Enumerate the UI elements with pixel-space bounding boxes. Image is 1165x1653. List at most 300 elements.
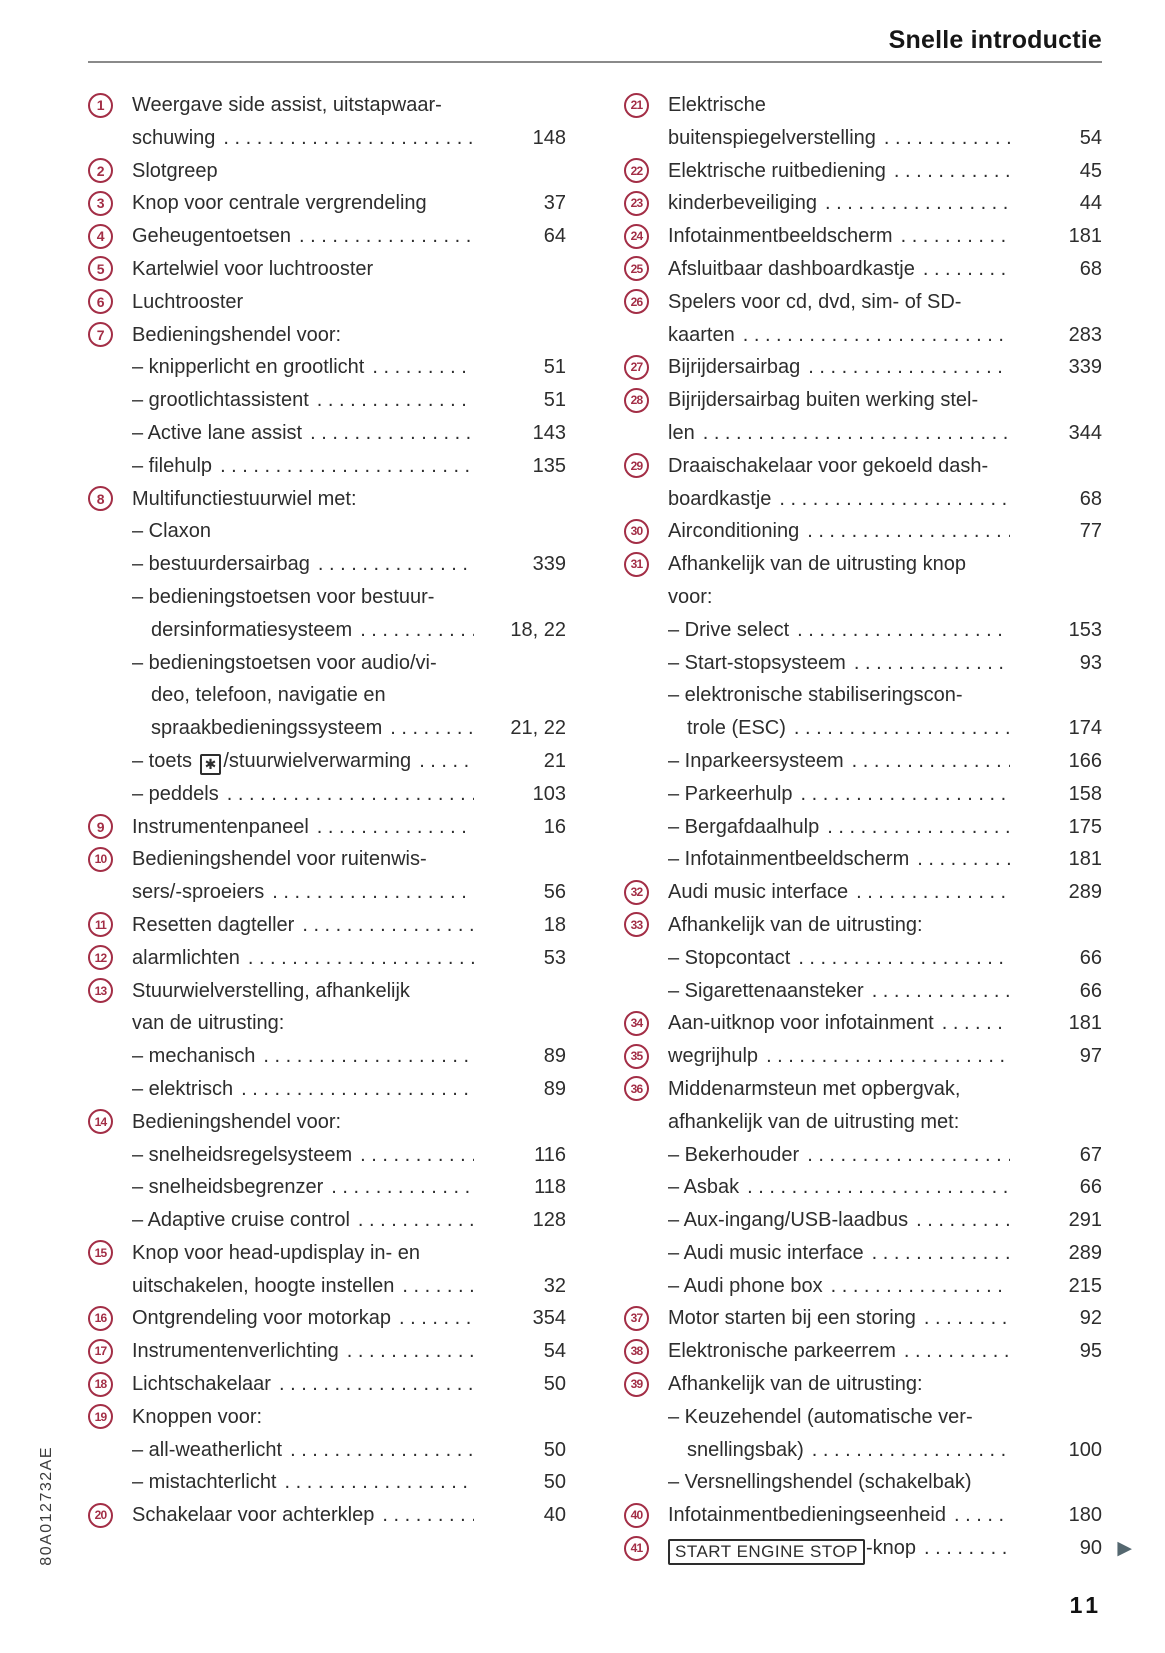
dot-leader xyxy=(934,1007,1010,1040)
dot-leader xyxy=(799,515,1010,548)
entry-number-gutter xyxy=(88,647,132,680)
dot-leader xyxy=(786,712,1010,745)
page-ref: 100 xyxy=(1068,1438,1102,1461)
circled-number: 22 xyxy=(624,158,649,183)
page-ref: 148 xyxy=(532,126,566,149)
page-ref: 103 xyxy=(532,782,566,805)
entry-number-gutter xyxy=(624,942,668,975)
toc-entry-line xyxy=(624,778,1102,811)
entry-label: Bijrijdersairbag buiten werking stel- xyxy=(668,389,979,412)
dot-leader xyxy=(893,220,1010,253)
entry-label: dersinformatiesysteem xyxy=(151,618,353,641)
entry-number-gutter xyxy=(624,122,668,155)
entry-label: kinderbeveiliging xyxy=(668,192,817,215)
dot-leader xyxy=(264,876,474,909)
entry-number-gutter xyxy=(88,548,132,581)
entry-label: – Audi phone box xyxy=(668,1274,823,1297)
entry-number-gutter xyxy=(624,1270,668,1303)
toc-entry-line xyxy=(88,1040,566,1073)
entry-label: boardkastje xyxy=(668,487,772,510)
entry-label: – filehulp xyxy=(132,454,213,477)
entry-label: len xyxy=(668,421,695,444)
entry-label: – Inparkeersysteem xyxy=(668,749,844,772)
page-ref: 50 xyxy=(543,1438,566,1461)
dot-leader xyxy=(255,1040,474,1073)
page-ref: 95 xyxy=(1079,1340,1102,1363)
toc-entry-line xyxy=(624,1401,1102,1434)
circled-number: 21 xyxy=(624,93,649,118)
entry-label: Motor starten bij een storing xyxy=(668,1307,916,1330)
dot-leader xyxy=(352,1139,474,1172)
entry-label: Infotainmentbeeldscherm xyxy=(668,225,893,248)
entry-label: – Parkeerhulp xyxy=(668,782,793,805)
toc-entry xyxy=(624,909,1102,942)
page-ref: 143 xyxy=(532,421,566,444)
entry-number-gutter xyxy=(624,187,668,220)
dot-leader xyxy=(309,811,474,844)
toc-entry-line xyxy=(88,548,566,581)
page-ref: 174 xyxy=(1068,717,1102,740)
toc-entry xyxy=(88,1237,566,1270)
toc-entry-line xyxy=(88,384,566,417)
entry-label: – Infotainmentbeeldscherm xyxy=(668,848,910,871)
entry-label: – bestuurdersairbag xyxy=(132,553,310,576)
toc-entry-line xyxy=(88,778,566,811)
entry-number-gutter xyxy=(624,1040,668,1073)
toc-entry-line xyxy=(624,319,1102,352)
entry-number-gutter xyxy=(88,811,132,844)
toc-entry xyxy=(88,843,566,876)
toc-entry-line xyxy=(624,1139,1102,1172)
circled-number: 14 xyxy=(88,1109,113,1134)
entry-number-gutter xyxy=(88,417,132,450)
circled-number: 1 xyxy=(88,93,113,118)
entry-number-gutter xyxy=(88,909,132,942)
toc-entry-line xyxy=(624,1106,1102,1139)
page-ref: 50 xyxy=(543,1471,566,1494)
entry-label: – elektrisch xyxy=(132,1077,234,1100)
entry-number-gutter xyxy=(624,778,668,811)
entry-number-gutter xyxy=(624,581,668,614)
entry-label: Lichtschakelaar xyxy=(132,1373,271,1396)
dot-leader xyxy=(886,155,1010,188)
circled-number: 6 xyxy=(88,289,113,314)
entry-label: Weergave side assist, uitstapwaar- xyxy=(132,94,442,116)
dot-leader xyxy=(302,417,474,450)
entry-number-gutter xyxy=(624,1302,668,1335)
dot-leader xyxy=(864,975,1010,1008)
toc-entry xyxy=(624,155,1102,188)
page-ref: 64 xyxy=(543,225,566,248)
page-ref: 128 xyxy=(532,1209,566,1232)
page-ref: 339 xyxy=(1068,356,1102,379)
entry-label: Bedieningshendel voor: xyxy=(132,1110,342,1133)
entry-number-gutter xyxy=(624,745,668,778)
page-ref: 53 xyxy=(543,946,566,969)
circled-number: 24 xyxy=(624,224,649,249)
toc-entry xyxy=(88,253,566,286)
entry-label: Instrumentenverlichting xyxy=(132,1340,339,1363)
entry-number-gutter xyxy=(88,843,132,876)
toc-entry-line xyxy=(88,614,566,647)
entry-label: Infotainmentbedieningseenheid xyxy=(668,1504,946,1527)
circled-number: 27 xyxy=(624,355,649,380)
dot-leader xyxy=(800,351,1010,384)
toc-entry-line xyxy=(624,1237,1102,1270)
toc-entry xyxy=(88,1499,566,1532)
entry-label: – Audi music interface xyxy=(668,1241,864,1264)
toc-column-left xyxy=(88,89,566,1565)
dot-leader xyxy=(339,1335,474,1368)
entry-number-gutter xyxy=(624,286,668,319)
toc-entry-line xyxy=(88,515,566,548)
toc-entry xyxy=(624,1335,1102,1368)
toc-entry-line xyxy=(624,581,1102,614)
toc-entry-line xyxy=(88,1007,566,1040)
entry-label: – Claxon xyxy=(132,520,211,543)
toc-entry-line xyxy=(624,811,1102,844)
page-ref: 97 xyxy=(1079,1045,1102,1068)
dot-leader xyxy=(695,417,1010,450)
entry-number-gutter xyxy=(88,1007,132,1040)
circled-number: 25 xyxy=(624,256,649,281)
entry-label: Bijrijdersairbag xyxy=(668,356,801,379)
circled-number: 23 xyxy=(624,191,649,216)
toc-entry-line xyxy=(88,647,566,680)
entry-label: Afhankelijk van de uitrusting: xyxy=(668,1373,923,1396)
toc-entry-line xyxy=(624,1204,1102,1237)
entry-label: – all-weatherlicht xyxy=(132,1438,283,1461)
entry-label: Multifunctiestuurwiel met: xyxy=(132,487,357,510)
page-ref: 289 xyxy=(1068,1241,1102,1264)
circled-number: 2 xyxy=(88,158,113,183)
entry-number-gutter xyxy=(88,1466,132,1499)
entry-label: – Active lane assist xyxy=(132,421,303,444)
page-ref: 92 xyxy=(1079,1307,1102,1330)
dot-leader xyxy=(282,1434,474,1467)
entry-number-gutter xyxy=(624,614,668,647)
entry-number-gutter xyxy=(624,712,668,745)
toc-entry-line xyxy=(624,483,1102,516)
circled-number: 29 xyxy=(624,453,649,478)
entry-number-gutter xyxy=(88,155,132,188)
dot-leader xyxy=(374,1499,474,1532)
entry-number-gutter xyxy=(624,975,668,1008)
entry-label: Airconditioning xyxy=(668,520,800,543)
entry-label: Stuurwielverstelling, afhankelijk xyxy=(132,979,410,1002)
toc-entry-line xyxy=(624,614,1102,647)
continuation-arrow-icon: ▶ xyxy=(1117,1538,1132,1560)
toc-entry xyxy=(88,89,566,122)
toc-entry xyxy=(88,220,566,253)
entry-number-gutter xyxy=(624,155,668,188)
entry-number-gutter xyxy=(88,89,132,122)
circled-number: 7 xyxy=(88,322,113,347)
dot-leader xyxy=(739,1171,1010,1204)
dot-leader xyxy=(817,187,1010,220)
entry-number-gutter xyxy=(88,1434,132,1467)
toc-entry xyxy=(624,1368,1102,1401)
entry-number-gutter xyxy=(88,286,132,319)
entry-number-gutter xyxy=(88,1204,132,1237)
entry-label: Bedieningshendel voor: xyxy=(132,323,342,346)
entry-label: Afsluitbaar dashboardkastje xyxy=(668,257,915,280)
toc-entry-line xyxy=(624,122,1102,155)
entry-label: – Drive select xyxy=(668,618,790,641)
entry-number-gutter xyxy=(88,1139,132,1172)
entry-number-gutter xyxy=(88,1270,132,1303)
entry-label: Schakelaar voor achterklep xyxy=(132,1504,375,1527)
entry-label: spraakbedieningssysteem xyxy=(151,717,383,740)
page-ref: 51 xyxy=(543,389,566,412)
entry-label: – Keuzehendel (automatische ver- xyxy=(668,1405,973,1428)
entry-number-gutter xyxy=(88,515,132,548)
page-number: 11 xyxy=(1069,1592,1102,1618)
toc-entry-line xyxy=(624,843,1102,876)
page-ref: 45 xyxy=(1079,159,1102,182)
page-ref: 283 xyxy=(1068,323,1102,346)
entry-number-gutter xyxy=(88,384,132,417)
circled-number: 10 xyxy=(88,847,113,872)
page-ref: 21 xyxy=(543,749,566,772)
entry-number-gutter xyxy=(88,253,132,286)
entry-label: – bedieningstoetsen voor bestuur- xyxy=(132,585,435,608)
page-ref: 66 xyxy=(1079,946,1102,969)
entry-number-gutter xyxy=(624,319,668,352)
dot-leader xyxy=(277,1466,475,1499)
toc-entry-line xyxy=(88,745,566,778)
toc-entry-line xyxy=(88,417,566,450)
entry-number-gutter xyxy=(88,614,132,647)
page-ref: 54 xyxy=(543,1340,566,1363)
entry-number-gutter xyxy=(624,483,668,516)
entry-label: Elektrische ruitbediening xyxy=(668,159,886,182)
entry-label: – Aux-ingang/USB-laadbus xyxy=(668,1209,909,1232)
toc-column-right xyxy=(624,89,1132,1565)
page-ref: 175 xyxy=(1068,815,1102,838)
page-ref: 291 xyxy=(1068,1209,1102,1232)
entry-label: buitenspiegelverstelling xyxy=(668,126,876,149)
entry-number-gutter xyxy=(88,745,132,778)
dot-leader xyxy=(916,1532,1010,1565)
toc-entry xyxy=(624,253,1102,286)
entry-label: Afhankelijk van de uitrusting knop xyxy=(668,553,966,576)
entry-label: alarmlichten xyxy=(132,946,240,969)
entry-label: Slotgreep xyxy=(132,159,218,182)
toc-entry xyxy=(88,1401,566,1434)
entry-label: van de uitrusting: xyxy=(132,1012,285,1035)
entry-label: – Sigarettenaansteker xyxy=(668,979,864,1002)
entry-label: – mechanisch xyxy=(132,1045,256,1068)
toc-entry xyxy=(88,286,566,319)
entry-label: trole (ESC) xyxy=(687,717,786,740)
toc-entry xyxy=(624,1499,1102,1532)
dot-leader xyxy=(758,1040,1010,1073)
dot-leader xyxy=(294,909,474,942)
page-ref: 153 xyxy=(1068,618,1102,641)
entry-label: – peddels xyxy=(132,782,219,805)
page-ref: 51 xyxy=(543,356,566,379)
entry-number-gutter xyxy=(624,1237,668,1270)
page-ref: 118 xyxy=(534,1176,566,1199)
entry-label: Middenarmsteun met opbergvak, xyxy=(668,1077,961,1100)
page-ref: 116 xyxy=(534,1143,566,1166)
toc-entry-line xyxy=(88,1073,566,1106)
dot-leader xyxy=(909,843,1010,876)
entry-label: deo, telefoon, navigatie en xyxy=(151,684,386,707)
toc-entry xyxy=(624,1007,1102,1040)
entry-number-gutter xyxy=(624,811,668,844)
dot-leader xyxy=(846,647,1010,680)
dot-leader xyxy=(212,450,474,483)
entry-label: – Bekerhouder xyxy=(668,1143,800,1166)
dot-leader xyxy=(848,876,1010,909)
entry-number-gutter xyxy=(88,122,132,155)
page-ref: 344 xyxy=(1068,421,1102,444)
dot-leader xyxy=(310,548,474,581)
circled-number: 18 xyxy=(88,1372,113,1397)
circled-number: 37 xyxy=(624,1306,649,1331)
toc-entry xyxy=(624,1040,1102,1073)
dot-leader xyxy=(364,351,474,384)
page-ref: 93 xyxy=(1079,651,1102,674)
toc-entry xyxy=(88,909,566,942)
page-ref: 181 xyxy=(1068,1012,1102,1035)
entry-number-gutter xyxy=(88,712,132,745)
dot-leader xyxy=(735,319,1010,352)
entry-label: – bedieningstoetsen voor audio/vi- xyxy=(132,651,437,674)
entry-number-gutter xyxy=(88,187,132,220)
entry-label: Resetten dagteller xyxy=(132,913,295,936)
entry-label: – Asbak xyxy=(668,1176,740,1199)
toc-entry xyxy=(624,1073,1102,1106)
page-ref: 44 xyxy=(1079,192,1102,215)
entry-label: Knoppen voor: xyxy=(132,1405,263,1428)
toc-entry-line xyxy=(624,712,1102,745)
entry-number-gutter xyxy=(88,1073,132,1106)
page-ref: 181 xyxy=(1068,848,1102,871)
toc-entry-line xyxy=(88,712,566,745)
entry-number-gutter xyxy=(624,1139,668,1172)
circled-number: 39 xyxy=(624,1372,649,1397)
toc-entry-line xyxy=(88,876,566,909)
entry-number-gutter xyxy=(624,1073,668,1106)
toc-entry-line xyxy=(624,1270,1102,1303)
dot-leader xyxy=(240,942,474,975)
toc-entry xyxy=(624,89,1102,122)
circled-number: 12 xyxy=(88,945,113,970)
entry-label: Afhankelijk van de uitrusting: xyxy=(668,913,923,936)
entry-number-gutter xyxy=(624,548,668,581)
entry-number-gutter xyxy=(88,581,132,614)
page-ref: 181 xyxy=(1068,225,1102,248)
circled-number: 33 xyxy=(624,912,649,937)
entry-label: – Start-stopsysteem xyxy=(668,651,846,674)
header-rule xyxy=(88,61,1102,63)
dot-leader xyxy=(323,1171,474,1204)
entry-label: voor: xyxy=(668,585,713,608)
entry-label: – snelheidsregelsysteem xyxy=(132,1143,353,1166)
dot-leader xyxy=(876,122,1010,155)
entry-number-gutter xyxy=(624,1335,668,1368)
toc-entry xyxy=(88,811,566,844)
page-ref: 66 xyxy=(1079,1176,1102,1199)
toc-entry-line xyxy=(88,1270,566,1303)
toc-entry-line xyxy=(624,647,1102,680)
entry-number-gutter xyxy=(88,1171,132,1204)
entry-number-gutter xyxy=(624,1532,668,1565)
page-ref: 166 xyxy=(1068,749,1102,772)
entry-label: – mistachterlicht xyxy=(132,1471,277,1494)
entry-label: Audi music interface xyxy=(668,881,849,904)
circled-number: 19 xyxy=(88,1404,113,1429)
entry-label: kaarten xyxy=(668,323,735,346)
entry-label: Ontgrendeling voor motorkap xyxy=(132,1307,392,1330)
page-ref: 68 xyxy=(1079,487,1102,510)
circled-number: 30 xyxy=(624,519,649,544)
page-ref: 37 xyxy=(543,192,566,215)
toc-entry xyxy=(88,1335,566,1368)
circled-number: 40 xyxy=(624,1503,649,1528)
entry-number-gutter xyxy=(624,1434,668,1467)
entry-number-gutter xyxy=(88,778,132,811)
page-ref: 56 xyxy=(543,881,566,904)
toc-entry xyxy=(624,384,1102,417)
entry-number-gutter xyxy=(88,483,132,516)
toc-entry xyxy=(624,876,1102,909)
entry-number-gutter xyxy=(624,1007,668,1040)
toc-entry xyxy=(624,286,1102,319)
toc-entry xyxy=(624,450,1102,483)
entry-label: sers/-sproeiers xyxy=(132,881,265,904)
dot-leader xyxy=(215,122,474,155)
entry-number-gutter xyxy=(624,1368,668,1401)
start-engine-stop-key: START ENGINE STOP xyxy=(668,1539,865,1565)
entry-number-gutter xyxy=(88,1302,132,1335)
circled-number: 17 xyxy=(88,1339,113,1364)
dot-leader xyxy=(823,1270,1010,1303)
dot-leader xyxy=(233,1073,474,1106)
toc-entry-line xyxy=(624,417,1102,450)
circled-number: 35 xyxy=(624,1044,649,1069)
circled-number: 8 xyxy=(88,486,113,511)
circled-number: 20 xyxy=(88,1503,113,1528)
toc-entry-line xyxy=(88,122,566,155)
dot-leader xyxy=(382,712,474,745)
toc-entry xyxy=(624,1302,1102,1335)
entry-number-gutter xyxy=(88,679,132,712)
entry-number-gutter xyxy=(88,1106,132,1139)
toc-entry-line xyxy=(88,1139,566,1172)
toc-columns xyxy=(88,89,1132,1565)
circled-number: 34 xyxy=(624,1011,649,1036)
dot-leader xyxy=(804,1434,1010,1467)
page-ref: 40 xyxy=(543,1504,566,1527)
dot-leader xyxy=(908,1204,1010,1237)
toc-entry xyxy=(88,1368,566,1401)
page-ref: 180 xyxy=(1068,1504,1102,1527)
entry-number-gutter xyxy=(624,253,668,286)
entry-label: Spelers voor cd, dvd, sim- of SD- xyxy=(668,290,962,313)
heat-symbol-key-icon: ✱ xyxy=(200,754,222,775)
entry-number-gutter xyxy=(624,1106,668,1139)
toc-entry-line xyxy=(624,679,1102,712)
circled-number: 41 xyxy=(624,1536,649,1561)
entry-number-gutter xyxy=(624,450,668,483)
entry-label: Instrumentenpaneel xyxy=(132,815,309,838)
toc-entry xyxy=(88,483,566,516)
toc-entry xyxy=(88,319,566,352)
